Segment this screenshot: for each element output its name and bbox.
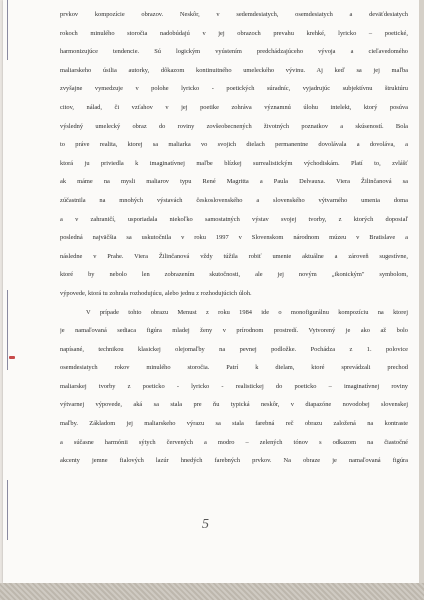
background-surface xyxy=(0,583,424,600)
text-line: posledná najväčšia sa uskutočnila v roku 1997 v Slovenskom národnom múzeu v Bratislave a xyxy=(60,234,408,242)
text-line: harmonizujúce tendencie. Sú logickým vyústením predchádzajúceho vývoja a cieľavedomého xyxy=(60,48,408,56)
text-line: výsledný umelecký obraz do roviny zovšeobecnených životných poznatkov a skúseností. Bola xyxy=(60,122,408,130)
text-line: napísané, technikou klasickej olejomaľby na pevnej podložke. Pochádza z 1. polovice xyxy=(60,345,408,353)
text-line: je namaľovaná sediaca figúra mladej ženy v prírodnom prostredí. Vytvorený je ako až bolo xyxy=(60,327,408,335)
page-edge-shadow xyxy=(419,0,424,583)
page-number: 5 xyxy=(202,517,209,532)
text-line: ak máme na mysli maliarov typu René Magritta a Paula Delvauxa. Viera Žilinčanová sa xyxy=(60,178,408,186)
text-line: ktorá ju priviedla k imaginatívnej maľbe blízkej surrealistickým východiskám. Platí to, zvlášť xyxy=(60,159,408,167)
margin-line xyxy=(7,0,8,60)
text-line: akcenty jemne fialových lazúr hnedých farebných prvkov. Na obraze je namaľovaná figúra xyxy=(60,457,408,465)
text-line: zúčastnila na mnohých výstavách československého a slovenského výtvarného umenia doma xyxy=(60,196,408,204)
body-text xyxy=(60,6,408,471)
text-line: prvkov kompozície obrazov. Neskôr, v sedemdesiatych, osemdesiatych a deväťdesiatych xyxy=(60,11,408,18)
text-line: zvyšajne vymedzuje v polohe lyricko - poetických súradníc, vyjadrujúc subjektívnu štruktúru xyxy=(60,85,408,93)
text-line: rokoch minulého storočia nadobúdajú v jej obrazoch prevahu krehké, lyricko – poetické, xyxy=(60,29,408,37)
margin-line xyxy=(7,480,8,540)
text-line: maliarskej tvorby z poeticko - lyricko - realistickej do poeticko – imaginatívnej roviny xyxy=(60,382,408,390)
text-line: citov, nálad, či vzťahov v jej poetike zohráva významnú úlohu intelekt, ktorý posúva xyxy=(60,103,408,111)
text-line: a súčasne harmónii sýtych červených a modro – zelených tónov s odkazom na čiastočné xyxy=(60,438,408,446)
text-line: maľby. Základom jej maliarskeho výrazu sa stala farebná reč obrazu založená na kontraste xyxy=(60,420,408,428)
text-line: a v zahraničí, usporiadala niekoľko samostatných výstav svojej tvorby, z ktorých doposiaľ xyxy=(60,215,408,223)
text-line: maliarskeho úsilia autorky, dôkazom kontinuitného umeleckého vývinu. Aj keď sa jej maľba xyxy=(60,66,408,74)
red-pen-mark xyxy=(9,356,15,359)
text-line: následne v Prahe. Viera Žilinčanová vždy túžila robiť umenie aktuálne a zároveň sugestívne, xyxy=(60,252,408,260)
text-line: to práve realita, ktorej sa maliarka vo svojich dielach permanentne dovolávala a dovoláva, a xyxy=(60,141,408,149)
text-line: osemdesiatych rokov minulého storočia. Patrí k dielam, ktoré sprevádzali prechod xyxy=(60,364,408,372)
text-line: výpovede, ktorá tu zohrala rozhodujúcu, alebo jednu z rozhodujúcich úloh. xyxy=(60,289,252,297)
margin-line xyxy=(7,290,8,370)
text-line: V prípade tohto obrazu Menust z roku 1984 ide o monofigurálnu kompozíciu na ktorej xyxy=(86,308,408,316)
text-line: výtvarnej výpovede, aká sa stala pre ňu typická neskôr, v diapazóne novodobej slovenskej xyxy=(60,401,408,409)
text-line: ktoré by nebolo len zobrazením skutočnosti, ale jej novým „ikonickým" symbolom, xyxy=(60,271,408,279)
document-page xyxy=(3,0,419,583)
